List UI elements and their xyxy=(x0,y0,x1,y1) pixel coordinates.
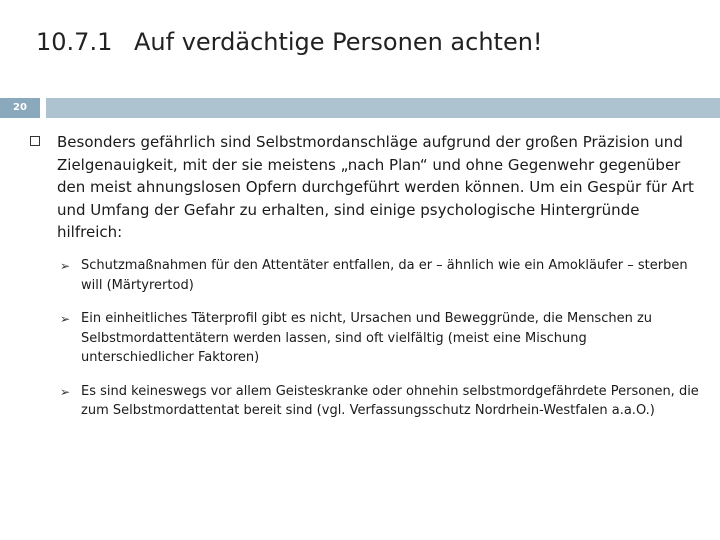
title-text: Auf verdächtige Personen achten! xyxy=(134,28,543,56)
arrow-bullet-icon: ➢ xyxy=(60,312,71,326)
main-bullet-text: Besonders gefährlich sind Selbstmordanschläge aufgrund der großen Präzision und Zielgenauigkeit, mit der sie meistens „nach Plan“ und ohne Gegenwehr gegenüber den meist ahnungslosen Opfern durchgeführt werden können. Um ein Gespür für Art und Umfang der Gefahr zu erhalten, sind einige psychologische Hintergründe hilfreich: xyxy=(57,133,694,241)
header-band xyxy=(0,98,720,118)
arrow-bullet-icon: ➢ xyxy=(60,259,71,273)
sub-bullet-text: Ein einheitliches Täterprofil gibt es nicht, Ursachen und Beweggründe, die Menschen zu Selbstmordattentätern werden lassen, sind oft vielfältig (meist eine Mischung unterschiedlicher Faktoren) xyxy=(81,311,653,365)
sub-bullet-item xyxy=(60,309,700,368)
square-bullet-icon xyxy=(30,136,40,146)
sub-bullet-list xyxy=(60,256,700,435)
header-bar xyxy=(46,98,720,118)
main-bullet xyxy=(30,131,694,244)
sub-bullet-text: Es sind keineswegs vor allem Geisteskranke oder ohnehin selbstmordgefährdete Personen, die zum Selbstmordattentat bereit sind (vgl. Verfassungsschutz Nordrhein-Westfalen a.a.O.) xyxy=(81,383,699,418)
page-number: 20 xyxy=(0,98,40,118)
arrow-bullet-icon: ➢ xyxy=(60,384,71,399)
section-number: 10.7.1 xyxy=(36,28,113,56)
sub-bullet-item xyxy=(60,256,700,295)
sub-bullet-item xyxy=(60,382,700,421)
slide-title xyxy=(36,22,543,62)
sub-bullet-text: Schutzmaßnahmen für den Attentäter entfallen, da er – ähnlich wie ein Amokläufer – sterben will (Märtyrertod) xyxy=(81,258,688,293)
